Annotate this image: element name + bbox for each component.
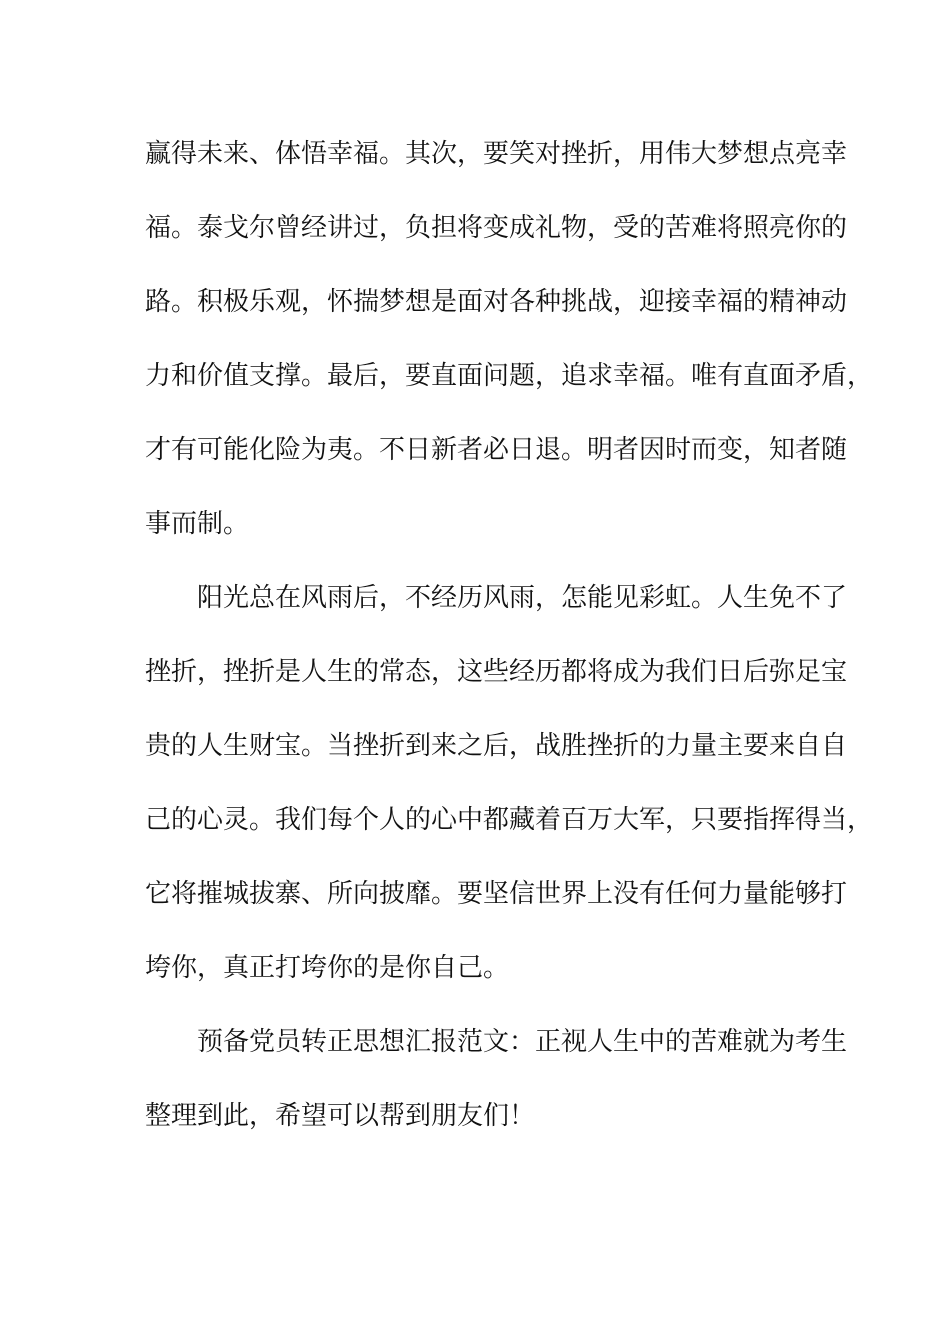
text-line-4: 力和价值支撑。最后，要直面问题，追求幸福。唯有直面矛盾， <box>145 361 874 391</box>
text-line-14: 整理到此，希望可以帮到朋友们！ <box>145 1101 536 1131</box>
text-line-1: 赢得未来、体悟幸福。其次，要笑对挫折，用伟大梦想点亮幸 <box>145 139 848 169</box>
text-line-13: 预备党员转正思想汇报范文：正视人生中的苦难就为考生 <box>197 1027 848 1057</box>
text-line-8: 挫折，挫折是人生的常态，这些经历都将成为我们日后弥足宝 <box>145 657 848 687</box>
text-line-3: 路。积极乐观，怀揣梦想是面对各种挑战，迎接幸福的精神动 <box>145 287 848 317</box>
text-line-2: 福。泰戈尔曾经讲过，负担将变成礼物，受的苦难将照亮你的 <box>145 213 848 243</box>
text-line-12: 垮你，真正打垮你的是你自己。 <box>145 953 510 983</box>
text-line-10: 己的心灵。我们每个人的心中都藏着百万大军，只要指挥得当， <box>145 805 874 835</box>
document-body <box>145 123 874 1159</box>
text-line-7: 阳光总在风雨后，不经历风雨，怎能见彩虹。人生免不了 <box>197 583 848 613</box>
text-line-9: 贵的人生财宝。当挫折到来之后，战胜挫折的力量主要来自自 <box>145 731 848 761</box>
text-line-5: 才有可能化险为夷。不日新者必日退。明者因时而变，知者随 <box>145 435 848 465</box>
text-line-6: 事而制。 <box>145 509 250 539</box>
text-line-11: 它将摧城拔寨、所向披靡。要坚信世界上没有任何力量能够打 <box>145 879 848 909</box>
